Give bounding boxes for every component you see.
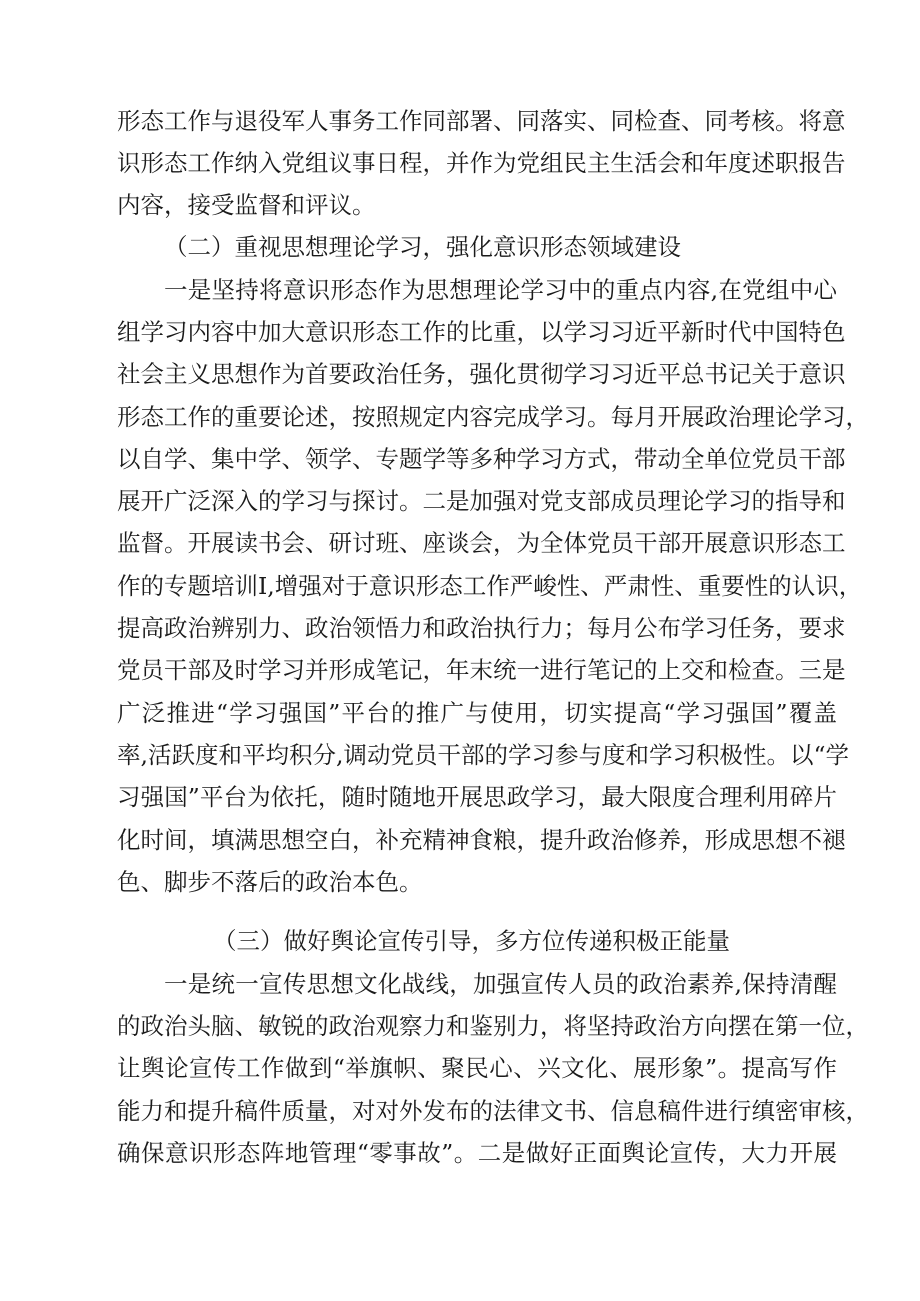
paragraph-2-line-12: 率,活跃度和平均积分,调动党员干部的学习参与度和学习积极性。以“学 — [117, 741, 849, 769]
paragraph-2-line-1: 一是坚持将意识形态作为思想理论学习中的重点内容,在党组中心 — [164, 276, 837, 304]
paragraph-3-line-4: 能力和提升稿件质量，对对外发布的法律文书、信息稿件进行缜密审核， — [117, 1097, 869, 1125]
paragraph-2-line-4: 形态工作的重要论述，按照规定内容完成学习。每月开展政治理论学习， — [117, 403, 869, 431]
paragraph-1-line-2: 识形态工作纳入党组议事日程，并作为党组民主生活会和年度述职报告 — [117, 149, 846, 177]
paragraph-1-line-3: 内容，接受监督和评议。 — [117, 191, 376, 219]
paragraph-2-line-3: 社会主义思想作为首要政治任务，强化贯彻学习习近平总书记关于意识 — [117, 360, 846, 388]
paragraph-3-line-1: 一是统一宣传思想文化战线，加强宣传人员的政治素养,保持清醒 — [164, 970, 837, 998]
paragraph-2-line-11: 广泛推进“学习强国”平台的推广与使用，切实提高“学习强国”覆盖 — [117, 699, 837, 727]
paragraph-2-line-6: 展开广泛深入的学习与探讨。二是加强对党支部成员理论学习的指导和 — [117, 487, 846, 515]
paragraph-2-line-13: 习强国”平台为依托，随时随地开展思政学习，最大限度合理利用碎片 — [117, 783, 837, 811]
paragraph-2-line-10: 党员干部及时学习并形成笔记，年末统一进行笔记的上交和检查。三是 — [117, 656, 846, 684]
paragraph-1-line-1: 形态工作与退役军人事务工作同部署、同落实、同检查、同考核。将意 — [117, 107, 846, 135]
paragraph-2-line-7: 监督。开展读书会、研讨班、座谈会，为全体党员干部开展意识形态工 — [117, 529, 846, 557]
paragraph-3-line-2: 的政治头脑、敏锐的政治观察力和鉴别力，将坚持政治方向摆在第一位， — [117, 1012, 869, 1040]
section-heading-2: （二）重视思想理论学习，强化意识形态领域建设 — [164, 233, 681, 261]
paragraph-3-line-3: 让舆论宣传工作做到“举旗帜、聚民心、兴文化、展形象”。提高写作 — [117, 1054, 837, 1082]
paragraph-2-line-2: 组学习内容中加大意识形态工作的比重，以学习习近平新时代中国特色 — [117, 318, 846, 346]
paragraph-2-line-9: 提高政治辨别力、政治领悟力和政治执行力；每月公布学习任务，要求 — [117, 614, 846, 642]
paragraph-2-line-8: 作的专题培训I,增强对于意识形态工作严峻性、严肃性、重要性的认识， — [117, 572, 863, 600]
paragraph-3-line-5: 确保意识形态阵地管理“零事故”。二是做好正面舆论宣传，大力开展 — [117, 1139, 837, 1167]
paragraph-2-line-15: 色、脚步不落后的政治本色。 — [117, 868, 423, 896]
paragraph-2-line-14: 化时间，填满思想空白，补充精神食粮，提升政治修养，形成思想不褪 — [117, 826, 846, 854]
section-heading-3: （三）做好舆论宣传引导，多方位传递积极正能量 — [213, 927, 730, 955]
paragraph-2-line-5: 以自学、集中学、领学、专题学等多种学习方式，带动全单位党员干部 — [117, 445, 846, 473]
